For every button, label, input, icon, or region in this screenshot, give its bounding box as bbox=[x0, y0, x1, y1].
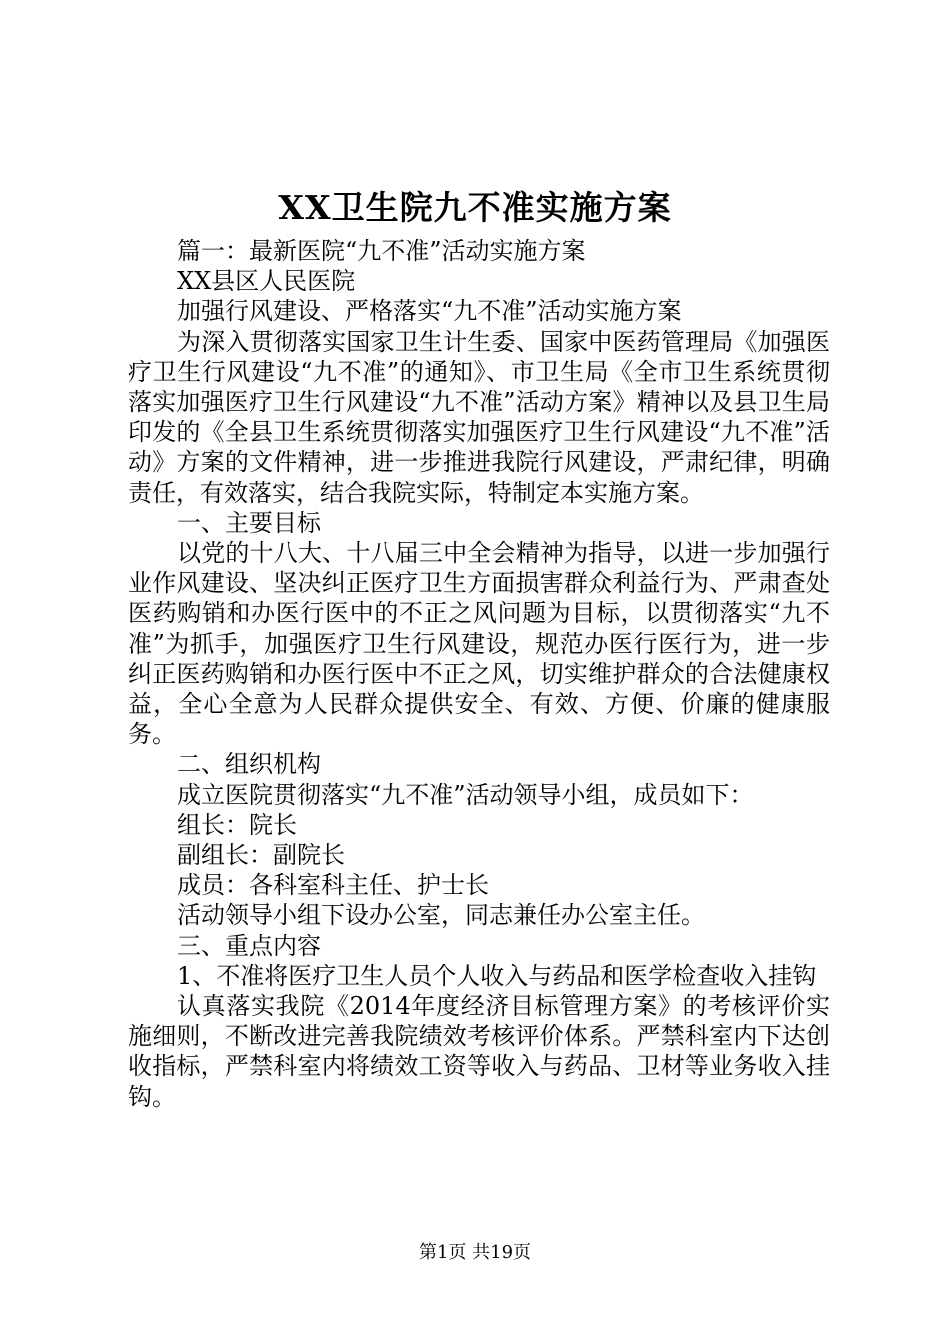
body-paragraph: 以党的十八大、十八届三中全会精神为指导，以进一步加强行业作风建设、坚决纠正医疗卫生方面损害群众利益行为、严肃查处医药购销和办医行医中的不正之风问题为目标，以贯彻落实“九不准”为抓手，加强医疗卫生行风建设，规范办医行医行为，进一步纠正医药购销和办医行医中不正之风，切实维护群众的合法健康权益，全心全意为人民群众提供安全、有效、方便、价廉的健康服务。 bbox=[128, 539, 830, 749]
body-paragraph: 认真落实我院《2014年度经济目标管理方案》的考核评价实施细则，不断改进完善我院绩效考核评价体系。严禁科室内下达创收指标，严禁科室内将绩效工资等收入与药品、卫材等业务收入挂钩。 bbox=[128, 992, 830, 1111]
section-heading: 一、主要目标 bbox=[177, 508, 321, 537]
list-item: 1、不准将医疗卫生人员个人收入与药品和医学检查收入挂钩 bbox=[177, 961, 817, 990]
body-paragraph: 为深入贯彻落实国家卫生计生委、国家中医药管理局《加强医疗卫生行风建设“九不准”的通知》、市卫生局《全市卫生系统贯彻落实加强医疗卫生行风建设“九不准”活动方案》精神以及县卫生局印发的《全县卫生系统贯彻落实加强医疗卫生行风建设“九不准”活动》方案的文件精神，进一步推进我院行风建设，严肃纪律，明确责任，有效落实，结合我院实际，特制定本实施方案。 bbox=[128, 327, 830, 507]
page-indicator: 第1页 共19页 bbox=[418, 1242, 532, 1263]
document-body bbox=[128, 236, 830, 1112]
body-paragraph: 组长：院长 bbox=[177, 810, 297, 839]
body-paragraph: 成立医院贯彻落实“九不准”活动领导小组，成员如下： bbox=[177, 780, 754, 809]
body-paragraph: 副组长：副院长 bbox=[177, 841, 345, 870]
section-heading: 二、组织机构 bbox=[177, 750, 321, 779]
hospital-name: XX县区人民医院 bbox=[177, 267, 356, 296]
section-heading: 篇一：最新医院“九不准”活动实施方案 bbox=[177, 237, 586, 265]
body-paragraph: 活动领导小组下设办公室，同志兼任办公室主任。 bbox=[177, 901, 705, 930]
document-title: XX卫生院九不准实施方案 bbox=[278, 188, 672, 227]
plan-subtitle: 加强行风建设、严格落实“九不准”活动实施方案 bbox=[177, 297, 682, 326]
body-paragraph: 成员：各科室科主任、护士长 bbox=[177, 871, 489, 900]
section-heading: 三、重点内容 bbox=[177, 931, 321, 960]
